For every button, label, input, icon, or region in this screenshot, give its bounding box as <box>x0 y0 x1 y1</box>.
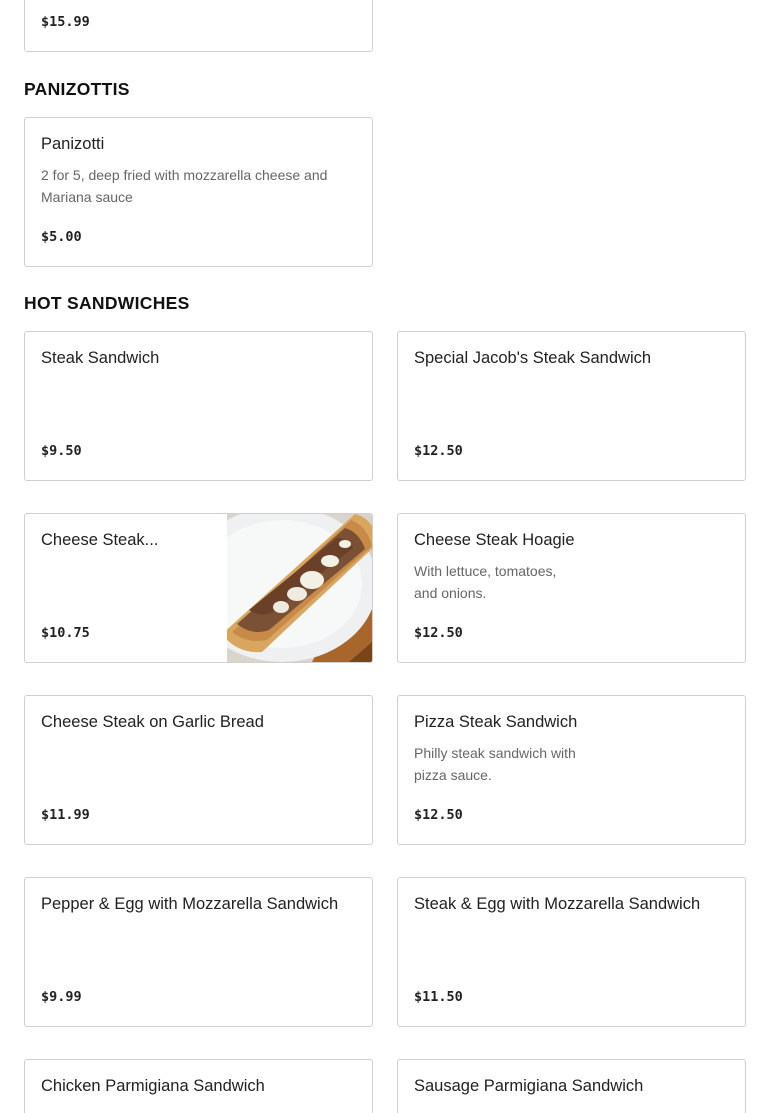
item-price: $5.00 <box>41 229 82 245</box>
item-price: $9.99 <box>41 989 82 1005</box>
item-name: Steak & Egg with Mozzarella Sandwich <box>414 895 701 913</box>
item-price: $10.75 <box>41 625 90 641</box>
menu-item-card[interactable] <box>24 877 373 1027</box>
item-price: $9.50 <box>41 443 82 459</box>
item-price: $15.99 <box>41 14 90 30</box>
cheese-steak-photo <box>227 514 372 662</box>
item-price: $11.50 <box>414 989 463 1005</box>
item-name: Special Jacob's Steak Sandwich <box>414 349 652 367</box>
menu-item-card[interactable] <box>24 0 373 52</box>
section-title-hot-sandwiches: HOT SANDWICHES <box>24 293 190 313</box>
menu-item-card[interactable] <box>24 695 373 845</box>
menu-item-card[interactable] <box>397 513 746 663</box>
item-price: $12.50 <box>414 625 463 641</box>
item-price: $12.50 <box>414 443 463 459</box>
menu-item-card[interactable] <box>397 331 746 481</box>
section-title-panizottis: PANIZOTTIS <box>24 79 130 99</box>
item-price: $11.99 <box>41 807 90 823</box>
item-name: Cheese Steak... <box>41 531 159 549</box>
menu-item-card[interactable] <box>24 513 373 663</box>
menu-item-card[interactable] <box>24 117 373 267</box>
item-price: $12.50 <box>414 807 463 823</box>
menu-item-card[interactable] <box>397 695 746 845</box>
item-name: Sausage Parmigiana Sandwich <box>414 1077 644 1095</box>
item-description: With lettuce, tomatoes, and onions. <box>414 563 557 601</box>
item-name: Pepper & Egg with Mozzarella Sandwich <box>41 895 339 913</box>
item-name: Pizza Steak Sandwich <box>414 713 578 731</box>
item-name: Chicken Parmigiana Sandwich <box>41 1077 265 1095</box>
item-name: Panizotti <box>41 135 105 153</box>
item-description: Philly steak sandwich with pizza sauce. <box>414 745 576 783</box>
menu-item-card[interactable] <box>24 1059 373 1113</box>
item-name: Steak Sandwich <box>41 349 160 367</box>
menu-item-card[interactable] <box>397 877 746 1027</box>
menu-item-card[interactable] <box>24 331 373 481</box>
item-description: 2 for 5, deep fried with mozzarella cheese and Mariana sauce <box>41 167 328 205</box>
item-name: Cheese Steak on Garlic Bread <box>41 713 264 731</box>
item-name: Cheese Steak Hoagie <box>414 531 575 549</box>
menu-item-card[interactable] <box>397 1059 746 1113</box>
